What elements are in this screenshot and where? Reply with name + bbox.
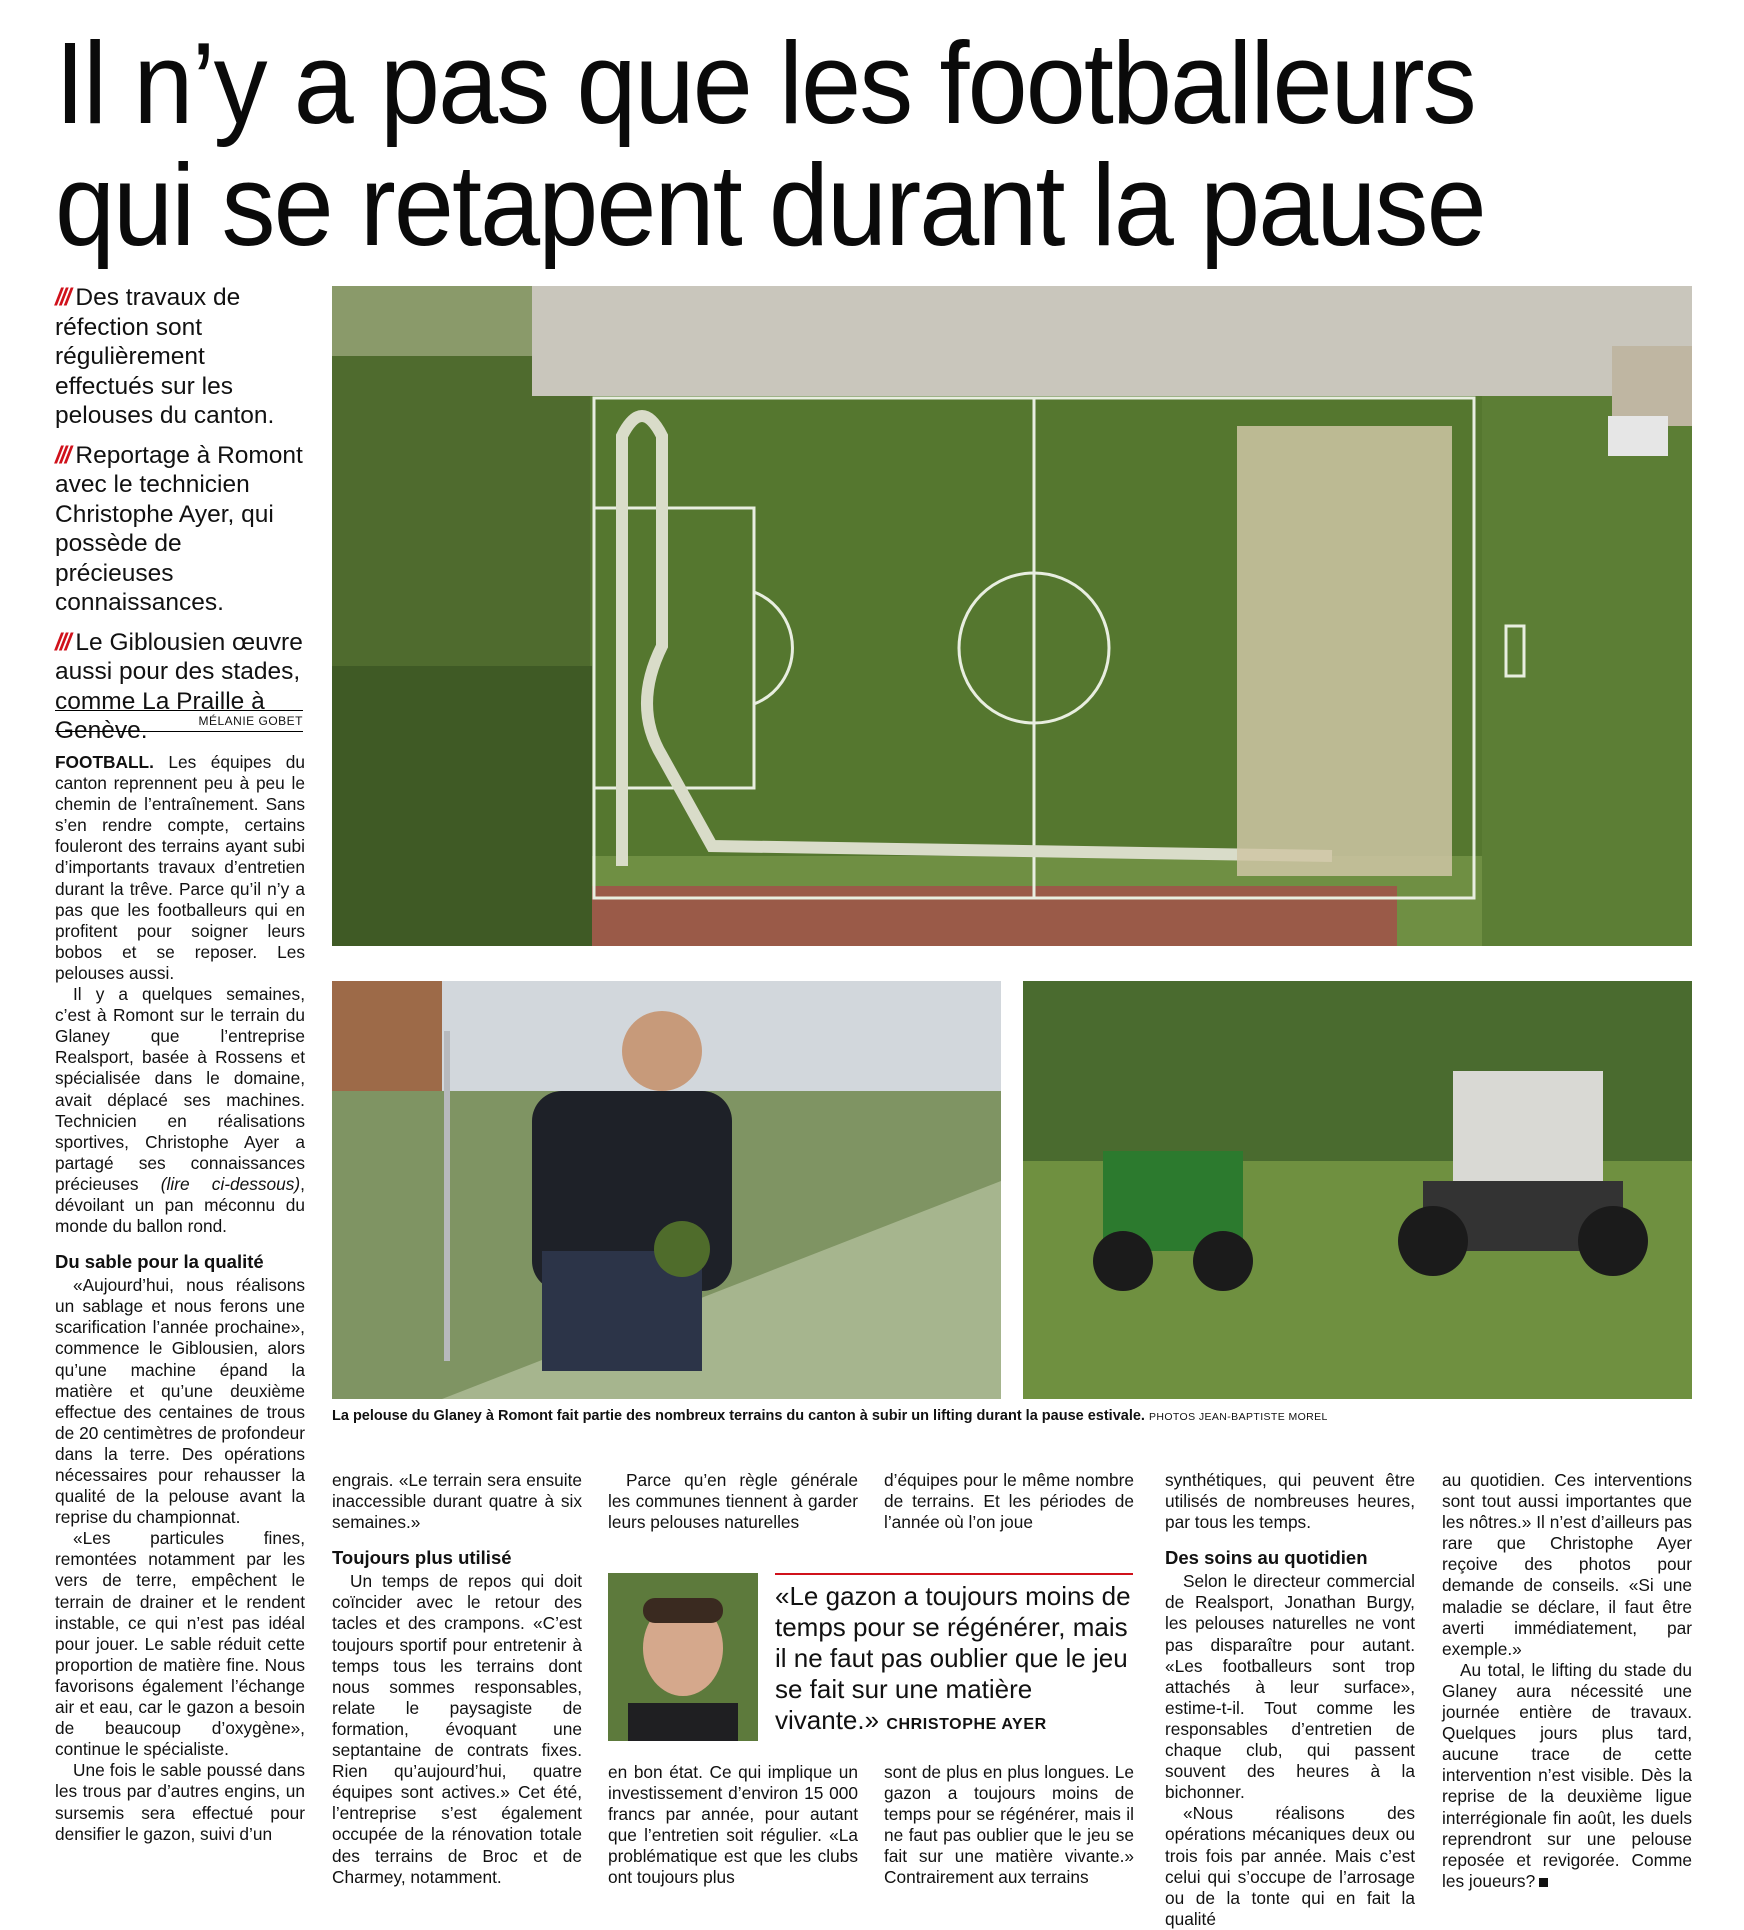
quote-text: «Le gazon a toujours moins de temps pour se régénérer, mais il ne faut pas oublier que le jeu se fait sur une matière vivante.»	[775, 1581, 1131, 1735]
article-column-3-continued	[608, 1762, 858, 1889]
article-column-4	[884, 1470, 1134, 1533]
worker-illustration	[332, 981, 1001, 1399]
aerial-field-photo	[332, 286, 1692, 946]
headline	[55, 18, 1617, 270]
lead-bullets	[55, 283, 305, 756]
article-column-1	[55, 752, 305, 1845]
pull-quote	[775, 1573, 1133, 1740]
article-column-2	[332, 1470, 582, 1888]
caption-text: La pelouse du Glaney à Romont fait partie des nombreux terrains du canton à subir un lifting durant la pause estivale.	[332, 1408, 1145, 1424]
slash-marker-icon: ///	[55, 441, 70, 469]
headline-line-2: qui se retapent durant la pause	[55, 140, 1485, 270]
paragraph: Parce qu’en règle générale les communes tiennent à garder leurs pelouses naturelles	[608, 1470, 858, 1533]
paragraph: Une fois le sable poussé dans les trous par d’autres engins, un sursemis sera effectué pour densifier le gazon, suivi d’un	[55, 1760, 305, 1844]
aerial-field-illustration	[332, 286, 1692, 946]
bullet-text: Reportage à Romont avec le technicien Christophe Ayer, qui possède de précieuses connaissances.	[55, 441, 303, 616]
section-label: FOOTBALL.	[55, 752, 154, 772]
subheading: Toujours plus utilisé	[332, 1547, 512, 1569]
bullet-item	[55, 441, 305, 618]
tractors-illustration	[1023, 981, 1692, 1399]
bullet-text: Le Giblousien œuvre aussi pour des stades, comme La Praille à Genève.	[55, 628, 303, 744]
paragraph: FOOTBALL. Les équipes du canton reprennent peu à peu le chemin de l’entraînement. Sans s’en rendre compte, certains fouleront des terrains ayant subi d’importants travaux d’entretien durant la trêve. Parce qu’il n’y a pas que les footballeurs qui en profitent pour soigner leurs bobos et se reposer. Les pelouses aussi.	[55, 752, 305, 983]
portrait-illustration	[608, 1573, 758, 1741]
headline-line-1: Il n’y a pas que les footballeurs	[55, 18, 1475, 148]
tractors-photo	[1023, 981, 1692, 1399]
byline: MÉLANIE GOBET	[55, 710, 303, 732]
subheading: Du sable pour la qualité	[55, 1251, 264, 1273]
paragraph: au quotidien. Ces interventions sont tout aussi importantes que les nôtres.» Il n’est d’ailleurs pas rare que Christophe Ayer reçoive des photos pour demande de conseils. «Si une maladie se déclare, il faut être averti immédiatement, par exemple.»	[1442, 1470, 1692, 1659]
paragraph: synthétiques, qui peuvent être utilisés de nombreuses heures, par tous les temps.	[1165, 1470, 1415, 1533]
paragraph: «Les particules fines, remontées notamment par les vers de terre, empêchent le terrain de drainer et le rendent instable, ce qui n’est pas idéal pour jouer. Le sable réduit cette proportion de matière fine. Nous favorisons également l’échange air et eau, car le gazon a besoin de beaucoup d’oxygène», continue le spécialiste.	[55, 1528, 305, 1760]
portrait-photo	[608, 1573, 758, 1741]
paragraph: d’équipes pour le même nombre de terrains. Et les périodes de l’année où l’on joue	[884, 1470, 1134, 1533]
end-mark-icon	[1539, 1878, 1548, 1887]
paragraph: Il y a quelques semaines, c’est à Romont sur le terrain du Glaney que l’entreprise Realsport, basée à Rossens et spécialisée dans le domaine, avait déplacé ses machines. Technicien en réalisations sportives, Christophe Ayer a partagé ses connaissances précieuses (lire ci-dessous), dévoilant un pan méconnu du monde du ballon rond.	[55, 984, 305, 1237]
article-column-5	[1165, 1470, 1415, 1930]
paragraph: engrais. «Le terrain sera ensuite inaccessible durant quatre à six semaines.»	[332, 1470, 582, 1533]
slash-marker-icon: ///	[55, 628, 70, 656]
paragraph: Un temps de repos qui doit coïncider avec le retour des tacles et des crampons. «C’est toujours sportif pour entretenir à temps tous les terrains dont nous sommes responsables, relate le paysagiste de formation, évoquant une septantaine de contrats fixes. Rien qu’aujourd’hui, quatre équipes sont actives.» Cet été, l’entreprise s’est également occupée de la rénovation totale des terrains de Broc et de Charmey, notamment.	[332, 1571, 582, 1887]
article-column-3	[608, 1470, 858, 1533]
paragraph: en bon état. Ce qui implique un investissement d’environ 15 000 francs par année, pour autant que l’entretien soit régulier. «La problématique est que les clubs ont toujours plus	[608, 1762, 858, 1888]
paragraph: Selon le directeur commercial de Realsport, Jonathan Burgy, les pelouses naturelles ne vont pas disparaître pour autant. «Les footballeurs sont trop attachés à leur surface», estime-t-il. Tout comme les responsables d’entretien de chaque club, qui passent souvent des heures à la bichonner.	[1165, 1571, 1415, 1803]
photo-credit: PHOTOS JEAN-BAPTISTE MOREL	[1148, 1411, 1328, 1423]
subheading: Des soins au quotidien	[1165, 1547, 1368, 1569]
paragraph: sont de plus en plus longues. Le gazon a toujours moins de temps pour se régénérer, mais il ne faut pas oublier que le jeu se fait sur une matière vivante.» Contrairement aux terrains	[884, 1762, 1134, 1888]
quote-author: CHRISTOPHE AYER	[886, 1716, 1047, 1733]
slash-marker-icon: ///	[55, 284, 70, 311]
paragraph: «Aujourd’hui, nous réalisons un sablage et nous ferons une scarification l’année prochaine», commence le Giblousien, alors qu’une machine épand la matière et qu’une deuxième effectue des centaines de trous de 20 centimètres de profondeur dans la terre. Des opérations nécessaires pour rehausser la qualité de la pelouse avant la reprise du championnat.	[55, 1275, 305, 1528]
article-column-4-continued	[884, 1762, 1134, 1889]
paragraph: «Nous réalisons des opérations mécaniques deux ou trois fois par année. Mais c’est celui qui s’occupe de l’arrosage ou de la tonte qui en fait la qualité	[1165, 1803, 1415, 1929]
article-column-6	[1442, 1470, 1692, 1892]
worker-photo	[332, 981, 1001, 1399]
bullet-item	[55, 283, 305, 431]
photo-caption	[332, 1408, 1692, 1424]
paragraph: Au total, le lifting du stade du Glaney aura nécessité une journée entière de travaux. Quelques jours plus tard, aucune trace de cette intervention n’est visible. Dès la reprise de la deuxième ligue interrégionale fin août, les duels reprendront sur une pelouse reposée et revigorée. Comme les joueurs?	[1442, 1659, 1692, 1891]
bullet-text: Des travaux de réfection sont régulièrement effectués sur les pelouses du canton.	[55, 284, 275, 429]
